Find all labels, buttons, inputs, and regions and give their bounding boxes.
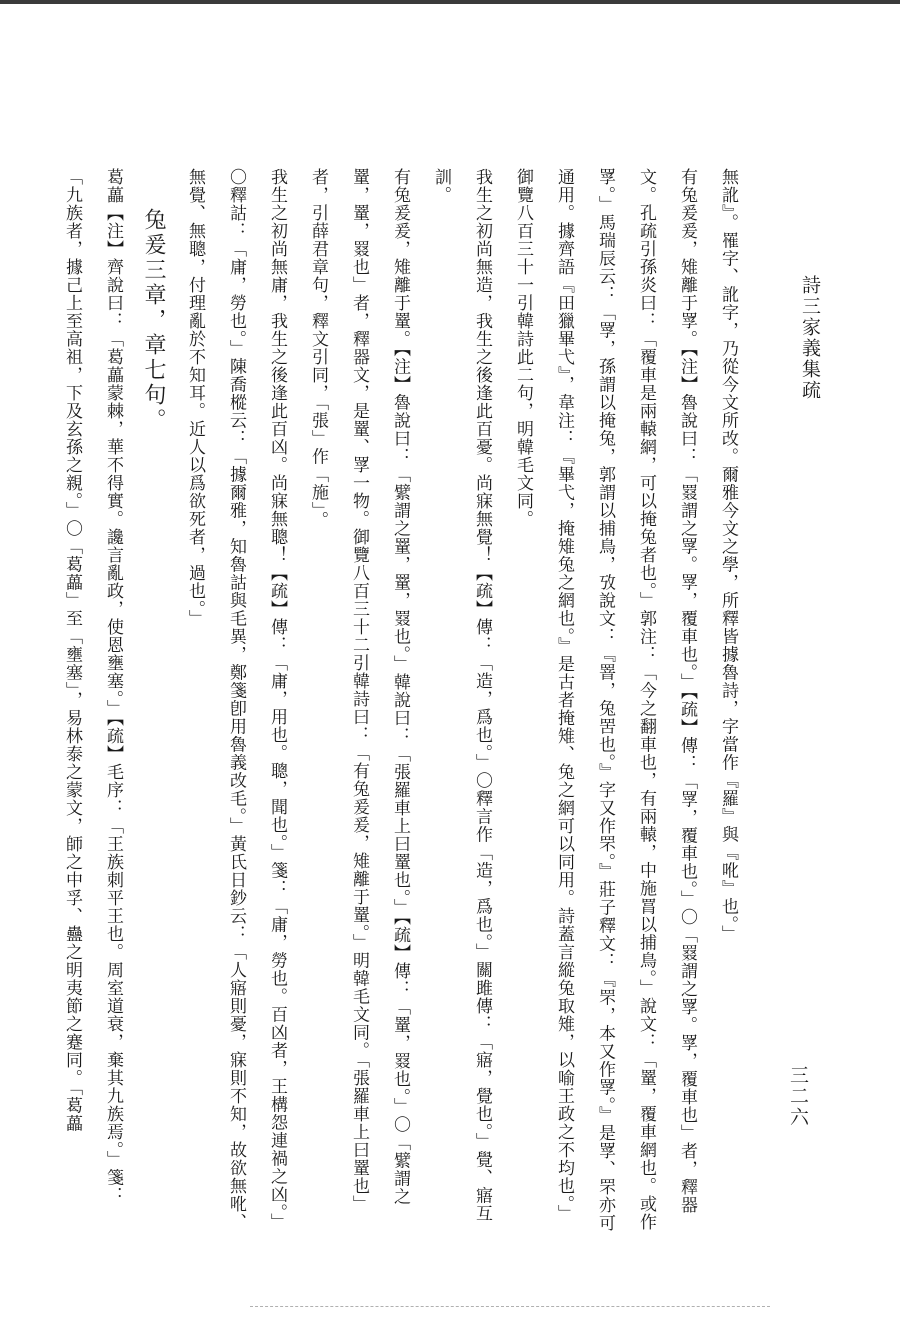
page-number: 三二六 <box>787 1065 809 1128</box>
chapter-summary: 兔爰三章，章七句。 <box>141 208 166 433</box>
paragraph-stanza-1b: 我生之初尚無造，我生之後逢此百憂。尚寐無覺！【疏】傳：「造，爲也。」〇釋言作「造，爲也。」關雎傳：「寤，覺也。」覺、寤互訓。 <box>431 168 492 1223</box>
main-text <box>62 168 748 1238</box>
paragraph-next-poem: 葛藟【注】齊說曰：「葛藟蒙棘，華不得實。讒言亂政，使恩壅塞。」【疏】毛序：「王族刺平王也。周室道衰，棄其九族焉。」箋：「九族者，據己上至高祖，下及玄孫之親。」〇「葛藟」至「壅塞」，易林泰之蒙文，師之中孚、蠱之明夷節之蹇同。「葛藟 <box>62 168 123 1205</box>
paragraph-stanza-2b: 我生之初尚無庸，我生之後逢此百凶。尚寐無聰！【疏】傳：「庸，用也。聰，聞也。」箋：「庸，勞也。百凶者，王構怨連禍之凶。」〇釋詁：「庸，勞也。」陳喬樅云：「據爾雅，知魯詁與毛異，鄭箋卽用魯義改毛。」黃氏日鈔云：「人寤則憂，寐則不知，故欲無吪、無覺、無聰，付理亂於不知耳。近人以爲欲死者，過也。」 <box>185 168 287 1231</box>
paragraph-stanza-2: 有兔爰爰，雉離于罿。【注】魯說曰：「繴謂之罿，罿，罬也。」韓說曰：「張羅車上曰罿也。」【疏】傳：「罿，罬也。」〇「繴謂之罿，罿，罬也」者，釋器文，是罿、罦一物。御覽八百三十二引韓詩曰：「有兔爰爰，雉離于罿。」明韓毛文同。「張羅車上曰罿也」者，引薛君章句，釋文引同，「張」作「施」。 <box>308 168 410 1213</box>
running-head: 詩三家義集疏 <box>799 275 821 401</box>
top-rule <box>0 0 900 4</box>
paragraph-continuation: 無訛』。罹字、訛字，乃從今文所改。爾雅今文之學，所釋皆據魯詩，字當作『羅』與『吪』也。」 <box>718 168 738 943</box>
paragraph-stanza-1: 有兔爰爰，雉離于罦。【注】魯說曰：「罬謂之罦。罦，覆車也。」【疏】傳：「罦，覆車也。」〇「罬謂之罦。罦，覆車也」者，釋器文。孔疏引孫炎曰：「覆車是兩轅網，可以掩兔者也。」郭注：「今之翻車也，有兩轅，中施罥以捕鳥。」說文：「罿，覆車網也。或作罦。」馬瑞辰云：「罦，孫謂以掩兔，郭謂以捕鳥，攷說文：『罯，兔罟也。』字又作罘。』莊子釋文：『罘，本又作罦。』是罦、罘亦可通用。據齊語『田獵畢弋』，韋注：『畢弋，掩雉兔之網也。』是古者掩雉、兔之網可以同用。詩蓋言縱兔取雉，以喻王政之不均也。」御覽八百三十一引韓詩此二句，明韓毛文同。 <box>513 168 697 1232</box>
scan-edge-line <box>250 1306 770 1309</box>
